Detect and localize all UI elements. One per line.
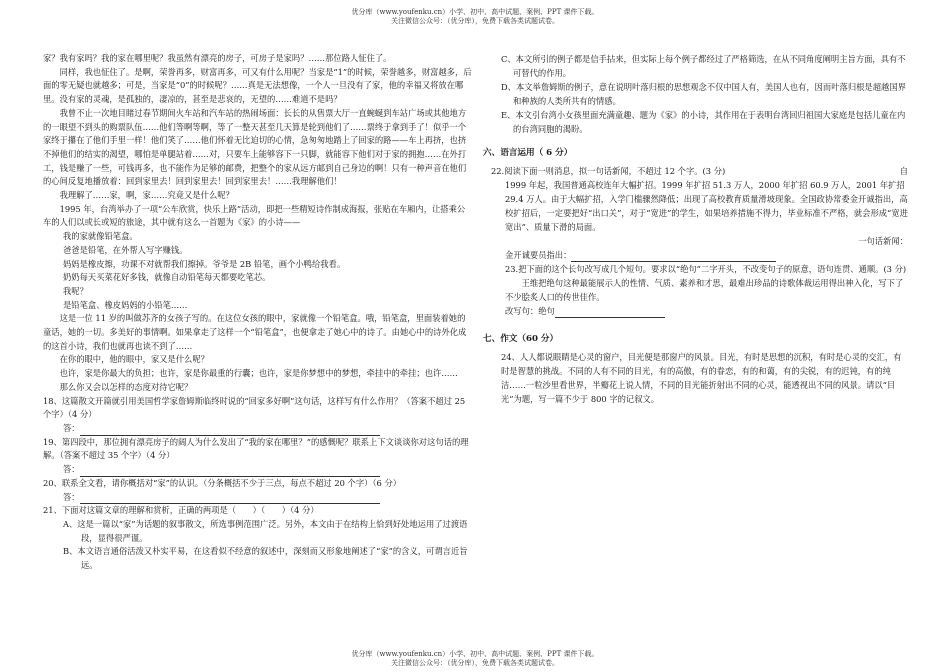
page-header [0, 8, 950, 26]
poem-line: 是铅笔盒、橡皮妈妈的小铅笔…… [63, 299, 188, 310]
paragraph: 那么你又会以怎样的态度对待它呢？ [59, 381, 193, 392]
answer-row [63, 463, 473, 477]
answer-label: 答： [63, 422, 80, 433]
paragraph: 在你的眼中，他的眼中，家又是什么呢？ [59, 354, 209, 365]
poem-line: 我的家就像铅笔盒。 [63, 231, 138, 242]
right-column [483, 52, 908, 406]
question-22-tail: 自 [899, 166, 908, 176]
section-heading: 七、作文（60 分） [483, 334, 559, 344]
option-d: D、本文举詹姆斯的例子，意在说明叶落归根的思想观念不仅中国人有，美国人也有，因而叶落归根是超越国界和种族的人类所共有的情感。 [501, 82, 906, 106]
answer-blank[interactable] [80, 466, 380, 477]
answer-row [505, 234, 908, 248]
paragraph: 家？我有家吗？我的家在哪里呢？我虽然有漂亮的房子，可房子是家吗？……那位路人怔住了。 [43, 53, 392, 63]
poem-line: 爸爸是铅笔，在外帮人写字赚钱。 [63, 244, 188, 255]
poem [43, 230, 473, 312]
header-line-1: 优分库（www.youfenku.cn）小学、初中、高中试题、案例、PPT 课件下载。 [351, 8, 599, 16]
option-b: B、本文语言通俗活泼又朴实平易，在这看似不经意的叙述中，深刻而又形象地阐述了“家”的含义，可谓言近旨远。 [63, 546, 468, 571]
option-e: E、本文引台湾小女孩里面充满童趣、题为《家》的小诗，其作用在于表明台湾回归祖国大家庭是包括儿童在内的台湾同胞的渴盼。 [501, 110, 906, 134]
paragraph: 这是一位 11 岁的叫做苏齐的女孩子写的。在这位女孩的眼中，家就像一个铅笔盒。哦，铅笔盒，里面装着她的童话，她的一切。多美好的事情啊。如果拿走了这样一个“铅笔盒”，也便拿走了她心中的诗了。由她心中的诗外化成的这首小诗，我们也就再也读不到了…… [43, 313, 467, 351]
question-22-prompt: 22.阅读下面一则消息，拟一句话新闻，不超过 12 个字。(3 分) [491, 166, 726, 176]
left-column [43, 52, 473, 573]
question-19: 19、第四段中，那位拥有漂亮房子的阔人为什么发出了“我的家在哪里？”的感慨呢？联系上下文谈谈你对这句话的理解。（答案不超过 35 个字）（4 分） [43, 436, 469, 461]
footer-line-1: 优分库（www.youfenku.cn）小学、初中、高中试题、案例、PPT 课件下载。 [351, 650, 599, 658]
answer-blank[interactable] [80, 493, 380, 504]
paragraph: 同样，我也怔住了。是啊，荣誉再多，财富再多，可又有什么用呢？当家是“1”的时候，荣誉越多，财富越多，后面的零无疑也就越多；可是，当家是“0”的时候呢？……真是无法想像，一个人一旦没有了家，他的幸福又将放在哪里。没有家的灵魂，是孤独的，凄凉的，甚至是悲哀的，无望的……难道不是吗？ [43, 66, 472, 105]
poem-line: 奶奶每天买菜花好多钱，就像自动铅笔每天都要吃笔芯。 [63, 272, 271, 283]
paragraph: 也许，家是你最大的负担；也许，家是你最重的行囊；也许，家是你梦想中的梦想，牵挂中的牵挂；也许…… [59, 368, 458, 379]
answer-label: 答： [63, 491, 80, 502]
news-passage: 1999 年起，我国普通高校连年大幅扩招。1999 年扩招 51.3 万人，2000 年扩招 60.9 万人，2001 年扩招 29.4 万人。由于大幅扩招，入学门槛骤然降低；出现了高校教育质量滑坡现象。全国政协常委金开诚指出，高校扩招后，一定要把好“出口关”，对于“宽进”的学生，如果培养措施不得力，毕业标准不严格，就会形成“宽进宽出”、质量下滑的局面。 [505, 180, 908, 232]
question-23-sentence: 王维把绝句这种最能展示人的性情、气质、素养和才思，最难出珍品的诗歌体裁运用得出神入化，写下了不少脍炙人口的传世佳作。 [505, 278, 904, 302]
question-21: 21、下面对这篇文章的理解和赏析，正确的两项是（ ）（ ）（4 分） [43, 505, 319, 516]
option-a: A、这是一篇以“家”为话题的叙事散文，所选事例范围广泛。另外，本文由于在结构上恰到好处地运用了过渡语段，显得很严谨。 [63, 518, 468, 543]
answer-label: 一句话新闻： [858, 236, 908, 246]
question-24: 24、人人都说眼睛是心灵的窗户，目光便是那窗户的风景。目光，有时是思想的沉积，有时是心灵的交汇，有时是智慧的挑战。不同的人有不同的目光，有的高傲，有的眷恋，有的和蔼，有的尖锐，有的迟钝，有的纯洁……一粒沙里看世界，半瓣花上说人情，不同的目光能折射出不同的心灵，能透视出不同的风景。请以“目光”为题，写一篇不少于 800 字的记叙文。 [501, 352, 902, 404]
page-footer [0, 650, 950, 668]
answer-prefix: 改写句：绝句 [505, 306, 555, 316]
question-20: 20、联系全文看，请你概括对“家”的认识。（分条概括不少于三点，每点不超过 20 个字）（6 分） [43, 477, 402, 488]
question-23: 23.把下面的这个长句改写成几个短句。要求以“绝句”二字开头，不改变句子的原意，语句连贯、通顺。(3 分) [505, 264, 907, 274]
answer-label: 答： [63, 464, 80, 475]
question-22 [491, 164, 908, 178]
paragraph: 1995 年，台湾举办了一项“公车欣赏，快乐上路”活动，即把一些精短诗作制成海报，张贴在车厢内，让搭乘公车的人们以或长或短的旅途，其中就有这么一首题为《家》的小诗—— [43, 203, 466, 228]
answer-row [63, 491, 473, 505]
paragraph: 我理解了……家，啊，家……究竟又是什么呢？ [59, 190, 234, 201]
answer-blank[interactable] [571, 251, 776, 262]
answer-row [63, 422, 473, 436]
answer-prefix: 金开诚要员指出： [505, 250, 572, 260]
paragraph: 我曾不止一次地目睹过春节期间火车站和汽车站的热闹场面：长长的从售票大厅一直蜿蜒到车站广场或其他地方的一眼望不到头的购票队伍……他们等啊等啊，等了一整天甚至几天算是轮到他们了……票终于拿到手了！似乎一个家终于攥在了他们手里一样！他们笑了……他们怀着无比迫切的心情，急匆匆地踏上了回家的路——车上再挤，也挤不掉他们的结实的渴望，哪怕是单腿站着……对，只要车上能够容下一只脚，就能容下他们对于家的拥抱……在外打工，钱是赚了一些，可钱再多，也不能作为足够的邮费，把整个的家从远方邮到自己身边的啊！只有一种声音在他们的心间反复地播放着：回到家里去！回到家里去！回到家里去！……我理解他们！ [43, 107, 467, 187]
poem-line: 妈妈是橡皮擦，功课不对就帮我们擦掉。爷爷是 2B 铅笔，画个小鸭给我看。 [63, 258, 346, 269]
header-line-2: 关注微信公众号：（优分库），免费下载各类试题试卷。 [391, 17, 559, 25]
poem-line: 我呢？ [63, 285, 88, 296]
footer-line-2: 关注微信公众号：（优分库），免费下载各类试题试卷。 [391, 659, 559, 667]
answer-row [505, 304, 908, 318]
answer-blank[interactable] [80, 425, 380, 436]
option-c: C、本文所引的例子都是信手拈来，但实际上每个例子都经过了严格筛选，在从不同角度阐明主旨方面，具有不可替代的作用。 [501, 54, 906, 78]
section-heading: 六、语言运用（ 6 分） [483, 148, 573, 158]
question-18: 18、这篇散文开篇就引用美国哲学家詹姆斯临终时说的“回家多好啊”这句话，这样写有什么作用？（答案不超过 25 个字）（4 分） [43, 395, 466, 420]
answer-blank[interactable] [555, 307, 665, 318]
answer-row [505, 248, 908, 262]
